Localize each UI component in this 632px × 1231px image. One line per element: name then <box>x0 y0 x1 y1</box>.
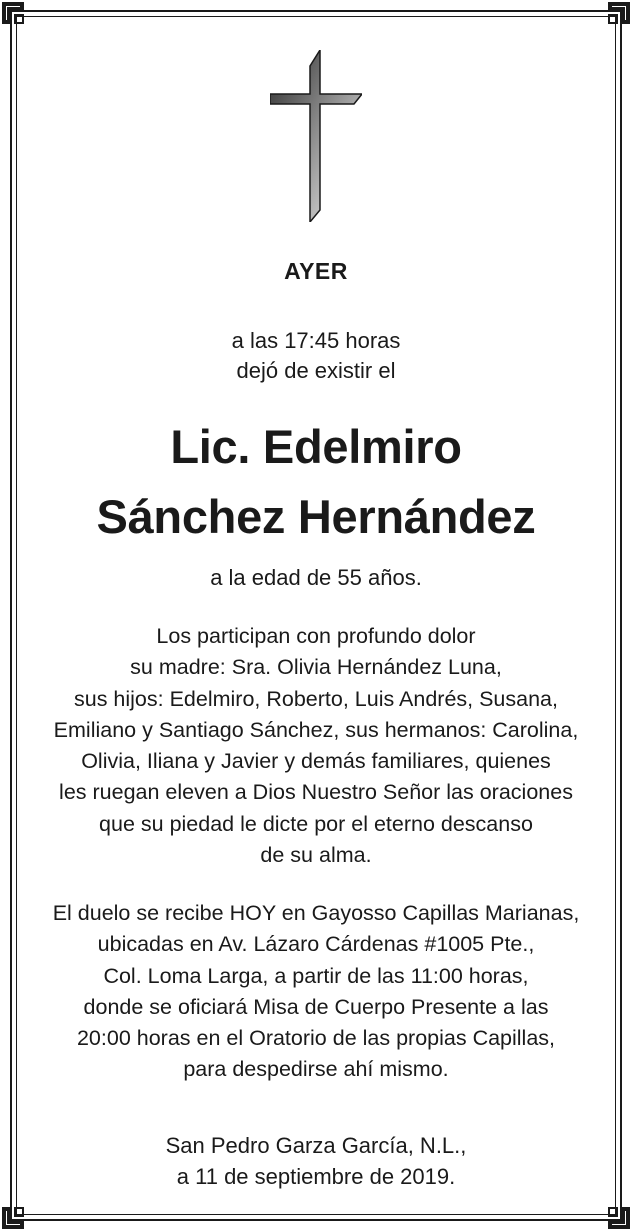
time-line: a las 17:45 horas <box>231 328 401 353</box>
paragraph-line: ubicadas en Av. Lázaro Cárdenas #1005 Pte., <box>97 932 535 957</box>
deceased-name <box>20 412 612 552</box>
name-line: Sánchez Hernández <box>96 490 536 543</box>
time-text <box>20 326 612 386</box>
paragraph-line: El duelo se recibe HOY en Gayosso Capillas Marianas, <box>52 901 580 925</box>
corner-ornament-icon <box>0 0 26 26</box>
service-paragraph <box>20 898 612 1086</box>
paragraph-line: su madre: Sra. Olivia Hernández Luna, <box>130 655 502 680</box>
paragraph-line: 20:00 horas en el Oratorio de las propias Capillas, <box>76 1026 556 1051</box>
participants-paragraph <box>20 621 612 871</box>
cross-icon <box>270 50 362 222</box>
corner-ornament-icon <box>0 1205 26 1231</box>
paragraph-line: Emiliano y Santiago Sánchez, sus hermanos: Carolina, <box>53 717 579 742</box>
place-date <box>20 1130 612 1192</box>
paragraph-line: para despedirse ahí mismo. <box>183 1057 449 1082</box>
paragraph-line: que su piedad le dicte por el eterno descanso <box>99 811 533 836</box>
paragraph-line: de su alma. <box>260 843 372 868</box>
paragraph-line: Los participan con profundo dolor <box>156 624 476 648</box>
corner-ornament-icon <box>606 1205 632 1231</box>
paragraph-line: donde se oficiará Misa de Cuerpo Presente a las <box>83 994 549 1019</box>
paragraph-line: Col. Loma Larga, a partir de las 11:00 horas, <box>103 963 529 988</box>
notice-heading: AYER <box>284 258 348 284</box>
name-line: Lic. Edelmiro <box>170 420 462 473</box>
age-text: a la edad de 55 años. <box>210 565 422 590</box>
paragraph-line: Olivia, Iliana y Javier y demás familiares, quienes <box>81 749 551 774</box>
corner-ornament-icon <box>606 0 632 26</box>
time-line: dejó de existir el <box>236 358 396 383</box>
date-line: a 11 de septiembre de 2019. <box>176 1164 456 1189</box>
place-line: San Pedro Garza García, N.L., <box>165 1133 467 1158</box>
paragraph-line: sus hijos: Edelmiro, Roberto, Luis Andrés, Susana, <box>73 686 558 711</box>
paragraph-line: les ruegan eleven a Dios Nuestro Señor las oraciones <box>59 780 573 805</box>
